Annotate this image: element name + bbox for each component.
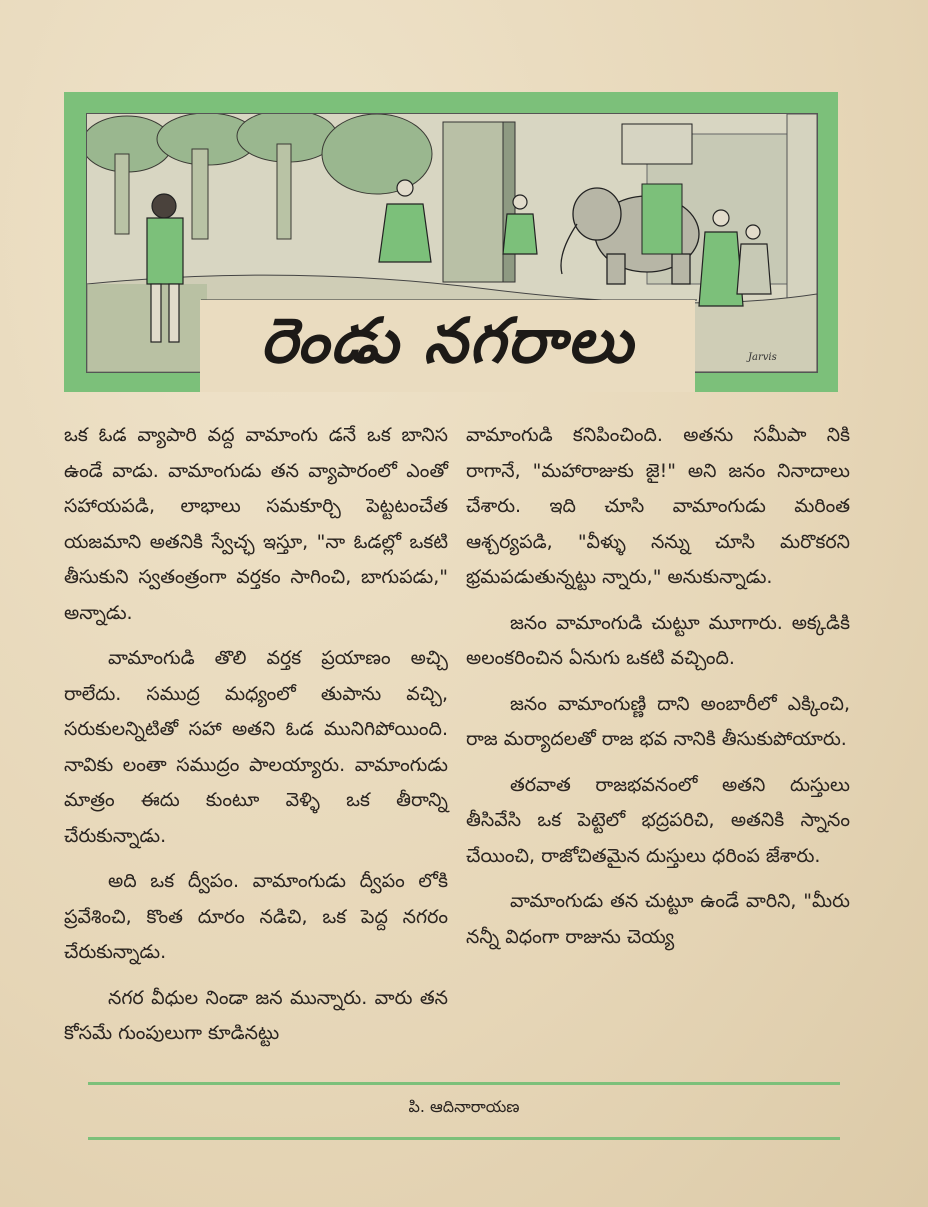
paragraph: తరవాత రాజభవనంలో అతని దుస్తులు తీసివేసి ఒక పెట్టెలో భద్రపరిచి, అతనికి స్నానం చేయించి, రాజోచితమైన దుస్తులు ధరింప జేశారు. — [466, 773, 850, 867]
divider-top — [88, 1082, 840, 1085]
paragraph: ఒక ఓడ వ్యాపారి వద్ద వామాంగు డనే ఒక బానిస ఉండే వాడు. వామాంగుడు తన వ్యాపారంలో ఎంతో సహాయపడి, లాభాలు సమకూర్చి పెట్టటంచేత యజమాని అతనికి స్వేచ్ఛ ఇస్తూ, "నా ఓడల్లో ఒకటి తీసుకుని స్వతంత్రంగా వర్తకం సాగించి, బాగుపడు," అన్నాడు. — [64, 424, 448, 624]
left-column — [64, 418, 448, 1062]
paragraph: వామాంగుడు తన చుట్టూ ఉండే వారిని, "మీరు నన్నీ విధంగా రాజును చెయ్య — [466, 890, 850, 948]
paragraph: వామాంగుడి కనిపించింది. అతను సమీపా నికి రాగానే, "మహారాజుకు జై!" అని జనం నినాదాలు చేశారు. ఇది చూసి వామాంగుడు మరింత ఆశ్చర్యపడి, "వీళ్ళు నన్ను చూసి మరొకరని భ్రమపడుతున్నట్టు న్నారు," అనుకున్నాడు. — [466, 424, 850, 588]
right-column — [466, 418, 850, 965]
paragraph: జనం వామాంగుడి చుట్టూ మూగారు. అక్కడికి అలంకరించిన ఏనుగు ఒకటి వచ్చింది. — [466, 611, 850, 669]
artist-signature: Jarvis — [748, 352, 777, 363]
paragraph: నగర వీధుల నిండా జన మున్నారు. వారు తన కోసమే గుంపులుగా కూడినట్టు — [64, 986, 448, 1044]
story-title: రెండు నగరాలు — [260, 304, 635, 377]
paragraph: వామాంగుడి తొలి వర్తక ప్రయాణం అచ్చి రాలేదు. సముద్ర మధ్యంలో తుపాను వచ్చి, సరుకులన్నిటితో సహా అతని ఓడ మునిగిపోయింది. నావికు లంతా సముద్రం పాలయ్యారు. వామాంగుడు మాత్రం ఈదు కుంటూ వెళ్ళి ఒక తీరాన్ని చేరుకున్నాడు. — [64, 647, 448, 847]
author-credit: పి. ఆదినారాయణ — [408, 1097, 520, 1116]
divider-bottom — [88, 1137, 840, 1140]
paragraph: జనం వామాంగుణ్ణి దాని అంబారీలో ఎక్కించి, రాజ మర్యాదలతో రాజ భవ నానికి తీసుకుపోయారు. — [466, 692, 850, 750]
paragraph: అది ఒక ద్వీపం. వామాంగుడు ద్వీపం లోకి ప్రవేశించి, కొంత దూరం నడిచి, ఒక పెద్ద నగరం చేరుకున్నాడు. — [64, 870, 448, 963]
